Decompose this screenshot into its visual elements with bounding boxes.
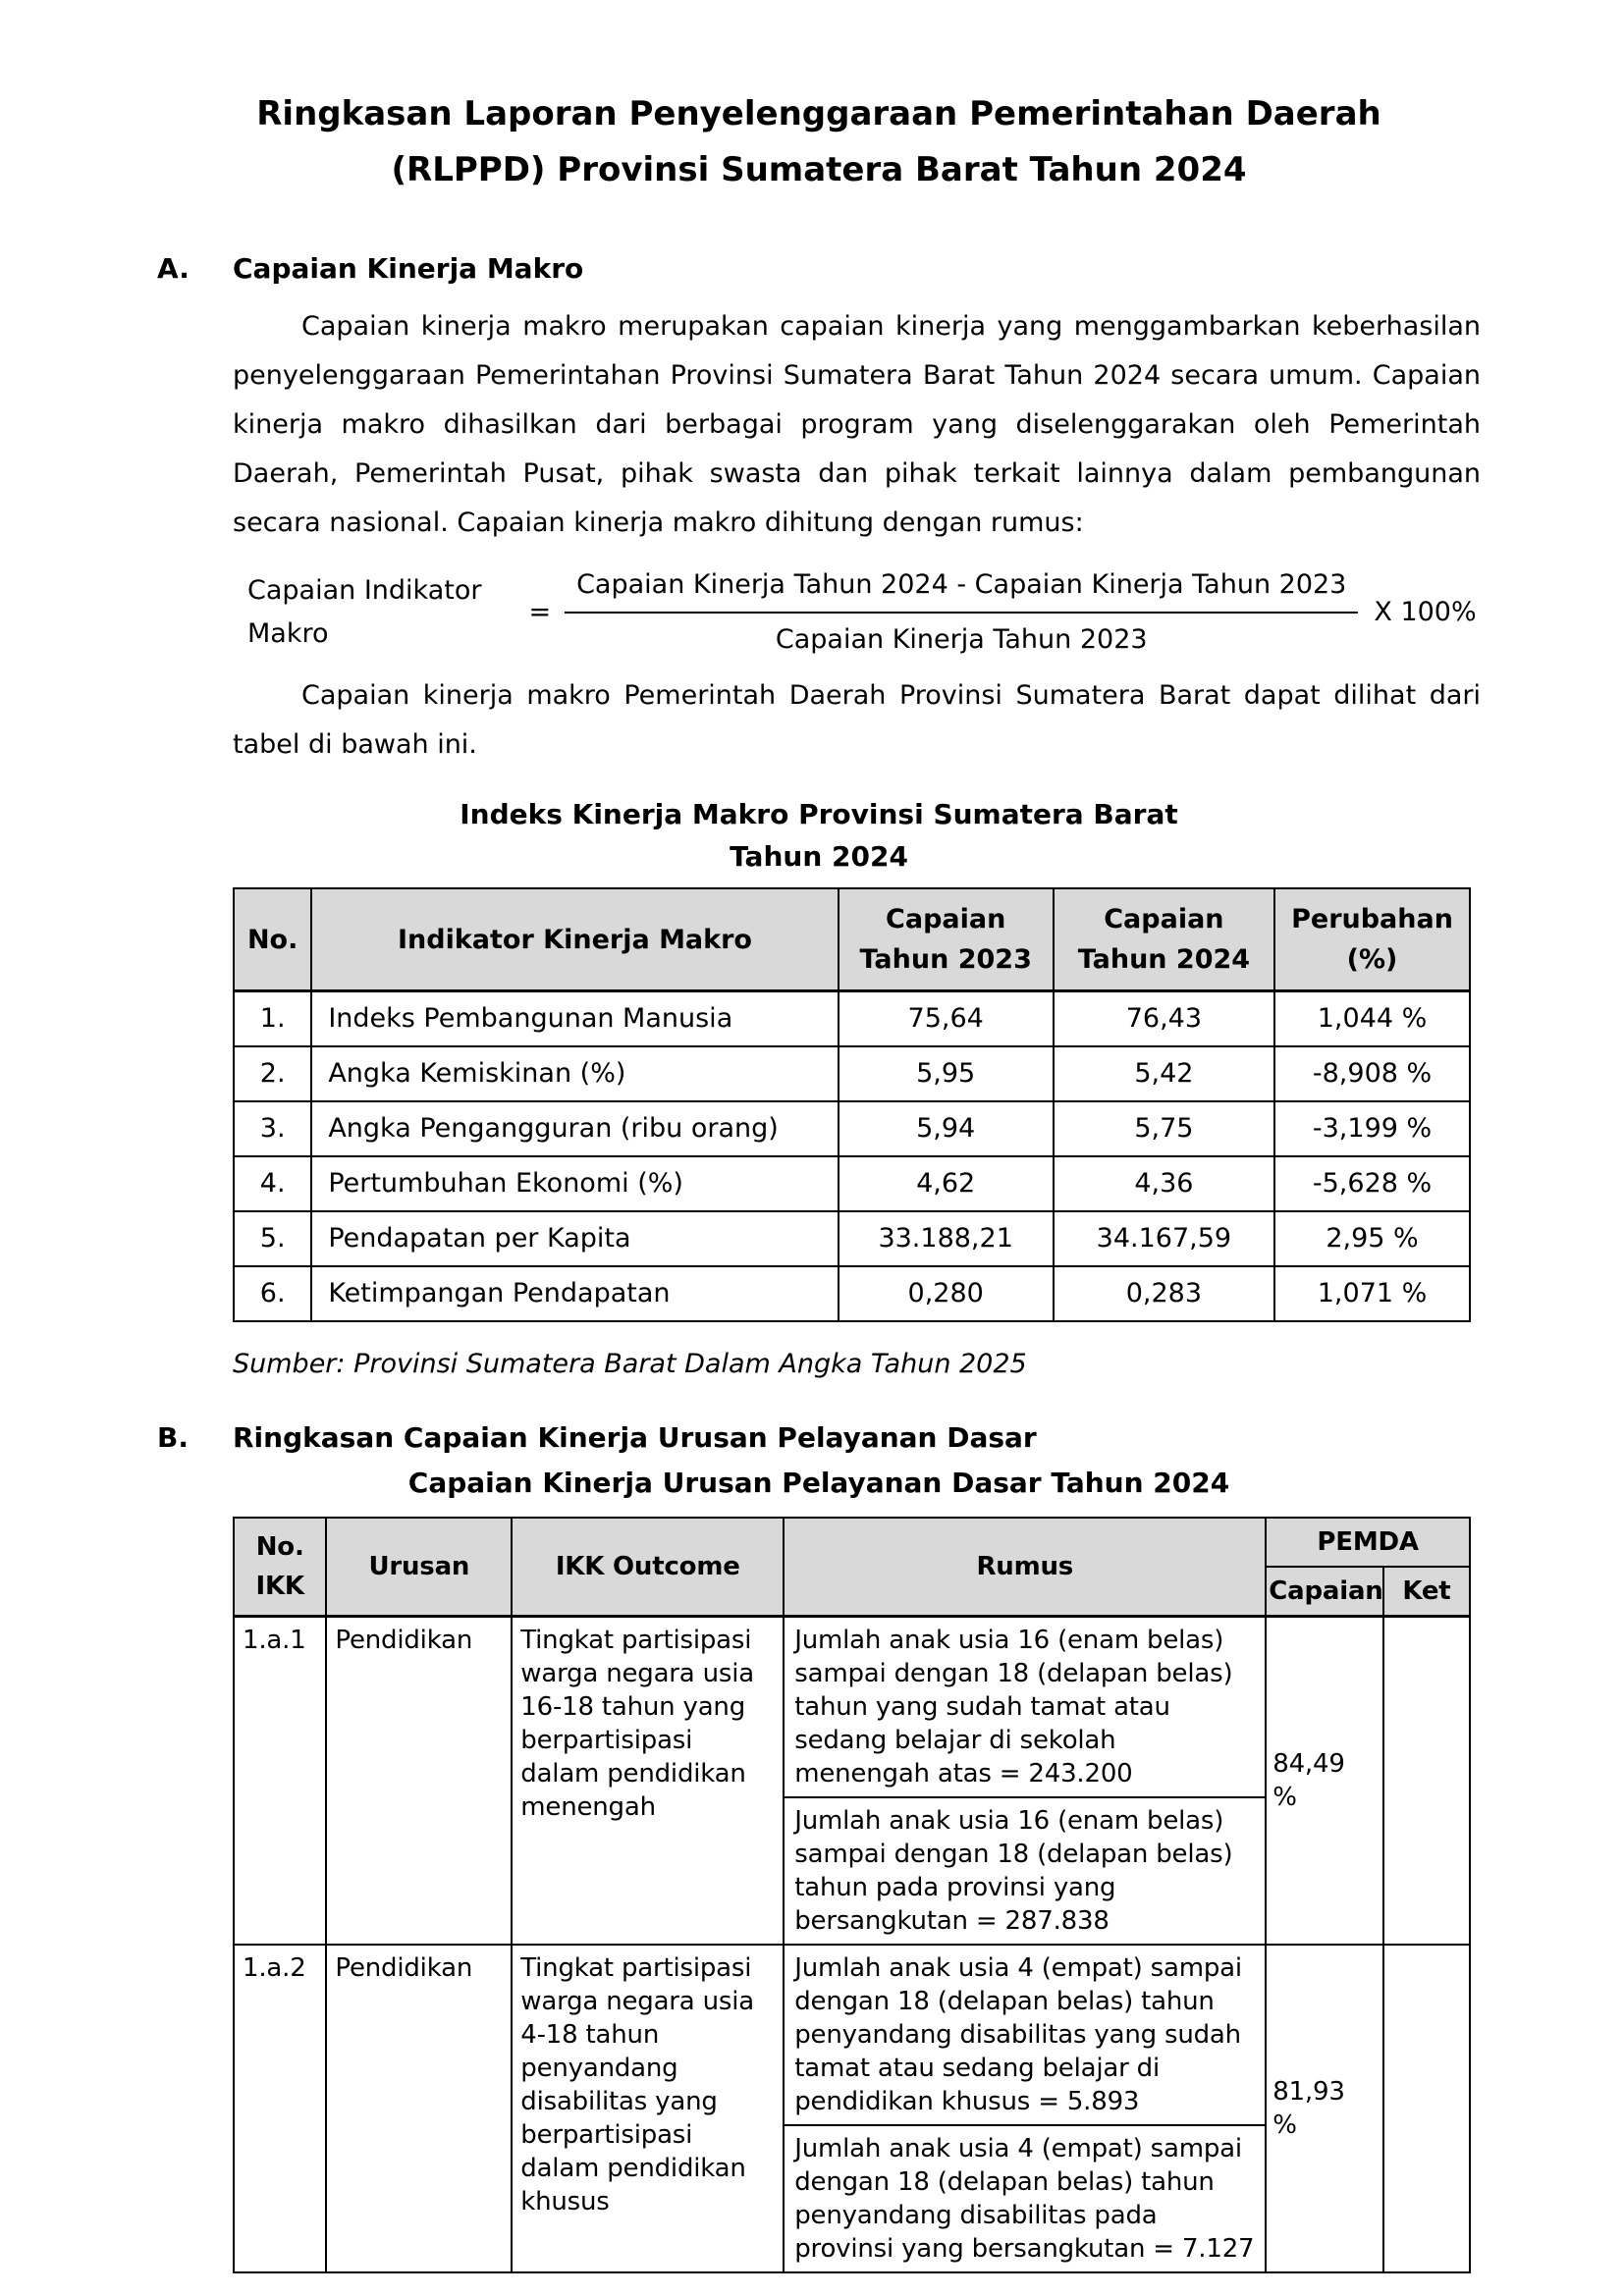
ikk-urusan: Pendidikan	[326, 1945, 512, 2272]
macro-table	[233, 887, 1471, 1322]
macro-col-2024: Capaian Tahun 2024	[1054, 888, 1274, 991]
macro-table-caption-line2: Tahun 2024	[730, 840, 908, 873]
formula-numerator: Capaian Kinerja Tahun 2024 - Capaian Kinerja Tahun 2023	[565, 563, 1358, 614]
rumus-numerator: Jumlah anak usia 4 (empat) sampai dengan 18 (delapan belas) tahun penyandang disabilitas yang sudah tamat atau sedang belajar di pendidikan khusus = 5.893	[785, 1946, 1265, 2126]
document-title-line2: (RLPPD) Provinsi Sumatera Barat Tahun 2024	[391, 150, 1247, 189]
document-title	[157, 86, 1481, 198]
row-no: 5.	[234, 1211, 311, 1266]
service-col-rumus: Rumus	[784, 1518, 1266, 1617]
service-table	[233, 1517, 1471, 2273]
ikk-rumus	[784, 1617, 1266, 1946]
rumus-denominator: Jumlah anak usia 16 (enam belas) sampai dengan 18 (delapan belas) tahun pada provinsi yang bersangkutan = 287.838	[794, 1806, 1233, 1936]
row-change: 1,044 %	[1274, 991, 1470, 1047]
service-table-header-row-1	[234, 1518, 1470, 1567]
formula-label	[247, 569, 481, 656]
table-row	[234, 1101, 1470, 1156]
ikk-no: 1.a.2	[234, 1945, 326, 2272]
macro-col-2023: Capaian Tahun 2023	[839, 888, 1054, 991]
section-b-heading	[157, 1418, 1481, 1458]
row-no: 1.	[234, 991, 311, 1047]
document-title-line1: Ringkasan Laporan Penyelenggaraan Pemerintahan Daerah	[256, 94, 1381, 133]
service-col-no-line2: IKK	[255, 1572, 304, 1601]
formula-label-line2: Makro	[247, 618, 329, 649]
rumus-denominator: Jumlah anak usia 4 (empat) sampai dengan 18 (delapan belas) tahun penyandang disabilitas pada provinsi yang bersangkutan = 7.127	[794, 2134, 1255, 2264]
ikk-ket	[1383, 1945, 1470, 2272]
service-col-no-line1: No.	[255, 1532, 304, 1562]
ikk-rumus	[784, 1945, 1266, 2272]
service-col-no-ikk	[234, 1518, 326, 1617]
section-a-heading	[157, 249, 1481, 289]
row-no: 2.	[234, 1046, 311, 1101]
row-no: 4.	[234, 1156, 311, 1211]
ikk-no: 1.a.1	[234, 1617, 326, 1946]
row-2023: 0,280	[839, 1266, 1054, 1321]
section-a-paragraph-2: Capaian kinerja makro Pemerintah Daerah Provinsi Sumatera Barat dapat dilihat dari tabel di bawah ini.	[233, 680, 1481, 760]
macro-table-header-row	[234, 888, 1470, 991]
row-indicator: Pendapatan per Kapita	[311, 1211, 838, 1266]
ikk-capaian: 84,49 %	[1266, 1617, 1383, 1946]
section-a-paragraph-1: Capaian kinerja makro merupakan capaian kinerja yang menggambarkan keberhasilan penyelenggaraan Pemerintahan Provinsi Sumatera Barat Tahun 2024 secara umum. Capaian kinerja makro dihasilkan dari berbagai program yang diselenggarakan oleh Pemerintah Daerah, Pemerintah Pusat, pihak swasta dan pihak terkait lainnya dalam pembangunan secara nasional. Capaian kinerja makro dihitung dengan rumus:	[233, 311, 1481, 538]
service-col-outcome: IKK Outcome	[512, 1518, 784, 1617]
section-b-number: B.	[157, 1421, 189, 1454]
macro-col-indicator: Indikator Kinerja Makro	[311, 888, 838, 991]
row-change: 1,071 %	[1274, 1266, 1470, 1321]
row-2023: 33.188,21	[839, 1211, 1054, 1266]
row-2024: 34.167,59	[1054, 1211, 1274, 1266]
macro-col-change: Perubahan (%)	[1274, 888, 1470, 991]
table-row	[234, 1945, 1470, 2272]
row-2023: 5,95	[839, 1046, 1054, 1101]
macro-formula	[247, 563, 1481, 662]
row-no: 3.	[234, 1101, 311, 1156]
row-change: -3,199 %	[1274, 1101, 1470, 1156]
row-change: -8,908 %	[1274, 1046, 1470, 1101]
service-col-capaian: Capaian	[1266, 1567, 1383, 1617]
row-indicator: Angka Pengangguran (ribu orang)	[311, 1101, 838, 1156]
service-table-title: Capaian Kinerja Urusan Pelayanan Dasar Tahun 2024	[407, 1467, 1230, 1499]
rumus-numerator: Jumlah anak usia 16 (enam belas) sampai dengan 18 (delapan belas) tahun yang sudah tamat atau sedang belajar di sekolah menengah atas = 243.200	[785, 1618, 1265, 1798]
ikk-outcome: Tingkat partisipasi warga negara usia 4-18 tahun penyandang disabilitas yang berpartisipasi dalam pendidikan khusus	[512, 1945, 784, 2272]
row-indicator: Indeks Pembangunan Manusia	[311, 991, 838, 1047]
source-note: Sumber: Provinsi Sumatera Barat Dalam Angka Tahun 2025	[233, 1349, 1027, 1379]
ikk-urusan: Pendidikan	[326, 1617, 512, 1946]
table-row	[234, 991, 1470, 1047]
macro-table-caption-line1: Indeks Kinerja Makro Provinsi Sumatera Barat	[460, 798, 1178, 830]
table-row	[234, 1211, 1470, 1266]
service-col-pemda: PEMDA	[1266, 1518, 1470, 1567]
formula-multiplier: X 100%	[1374, 597, 1477, 627]
row-change: -5,628 %	[1274, 1156, 1470, 1211]
formula-denominator: Capaian Kinerja Tahun 2023	[775, 624, 1148, 655]
section-a-number: A.	[157, 252, 189, 285]
row-indicator: Pertumbuhan Ekonomi (%)	[311, 1156, 838, 1211]
formula-fraction	[565, 563, 1358, 662]
ikk-ket	[1383, 1617, 1470, 1946]
table-row	[234, 1617, 1470, 1946]
section-a-title: Capaian Kinerja Makro	[233, 252, 584, 285]
table-row	[234, 1046, 1470, 1101]
row-2024: 0,283	[1054, 1266, 1274, 1321]
row-indicator: Angka Kemiskinan (%)	[311, 1046, 838, 1101]
macro-col-no: No.	[234, 888, 311, 991]
service-col-ket: Ket	[1383, 1567, 1470, 1617]
formula-equals-sign: =	[528, 597, 552, 627]
row-2023: 4,62	[839, 1156, 1054, 1211]
service-col-urusan: Urusan	[326, 1518, 512, 1617]
table-row	[234, 1266, 1470, 1321]
row-no: 6.	[234, 1266, 311, 1321]
ikk-capaian: 81,93 %	[1266, 1945, 1383, 2272]
macro-table-caption	[157, 793, 1481, 878]
ikk-outcome: Tingkat partisipasi warga negara usia 16-18 tahun yang berpartisipasi dalam pendidikan menengah	[512, 1617, 784, 1946]
row-change: 2,95 %	[1274, 1211, 1470, 1266]
row-2024: 4,36	[1054, 1156, 1274, 1211]
formula-label-line1: Capaian Indikator	[247, 575, 482, 606]
row-2023: 5,94	[839, 1101, 1054, 1156]
row-2024: 5,75	[1054, 1101, 1274, 1156]
table-row	[234, 1156, 1470, 1211]
section-b-title: Ringkasan Capaian Kinerja Urusan Pelayanan Dasar	[233, 1421, 1037, 1454]
row-indicator: Ketimpangan Pendapatan	[311, 1266, 838, 1321]
row-2024: 5,42	[1054, 1046, 1274, 1101]
row-2024: 76,43	[1054, 991, 1274, 1047]
row-2023: 75,64	[839, 991, 1054, 1047]
